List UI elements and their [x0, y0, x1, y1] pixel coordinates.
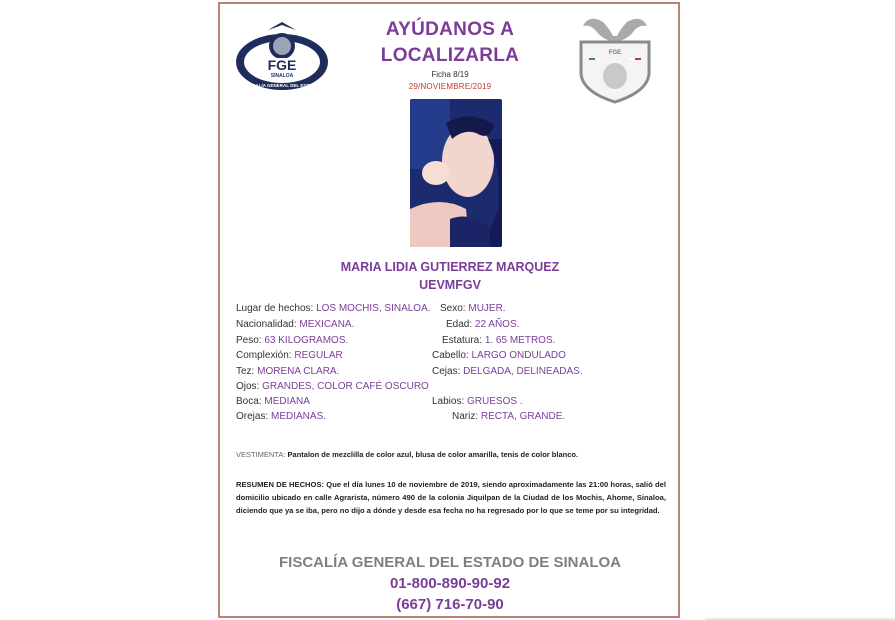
missing-person-photo: [410, 99, 502, 247]
person-name: MARIA LIDIA GUTIERREZ MARQUEZ: [340, 260, 560, 274]
svg-text:SINALOA: SINALOA: [270, 73, 294, 79]
title-line-1: AYÚDANOS A: [385, 19, 515, 40]
field-boca: Boca: MEDIANA: [236, 396, 310, 407]
fge-shield-logo: [575, 12, 655, 104]
field-cejas: Cejas: DELGADA, DELINEADAS.: [432, 366, 583, 377]
ficha-number: Ficha 8/19: [431, 70, 469, 79]
field-tez: Tez: MORENA CLARA.: [236, 366, 340, 377]
field-orejas: Orejas: MEDIANAS.: [236, 411, 327, 422]
fge-sinaloa-logo: [234, 16, 330, 92]
vestimenta: VESTIMENTA: Pantalon de mezclilla de color azul, blusa de color amarilla, tenis de color blanco.: [236, 450, 579, 459]
field-cabello: Cabello: LARGO ONDULADO: [432, 350, 566, 361]
field-nacionalidad: Nacionalidad: MEXICANA.: [236, 319, 355, 330]
phone-tollfree: 01-800-890-90-92: [389, 575, 511, 592]
field-labios: Labios: GRUESOS .: [432, 396, 523, 407]
field-lugar-hechos: Lugar de hechos: LOS MOCHIS, SINALOA.: [236, 303, 431, 314]
field-sexo: Sexo: MUJER.: [440, 303, 506, 314]
title-line-2: LOCALIZARLA: [380, 45, 520, 66]
svg-text:FGE: FGE: [267, 57, 297, 73]
organization-name: FISCALÍA GENERAL DEL ESTADO DE SINALOA: [279, 554, 621, 571]
field-complexion: Complexión: REGULAR: [236, 350, 343, 361]
field-peso: Peso: 63 KILOGRAMOS.: [236, 335, 349, 346]
missing-person-poster: [218, 2, 680, 618]
resumen-de-hechos: RESUMEN DE HECHOS: Que el día lunes 10 de noviembre de 2019, siendo aproximadamente las 21:00 horas, salió del domicilio ubicado en calle Agrarista, número 490 de la colonia Jiquilpan de la Ciudad de los Mochis, Ahome, Sinaloa, diciendo que ya se iba, pero no dijo a dónde y desde esa fecha no ha regresado por lo que se teme por su integridad.: [236, 480, 666, 515]
svg-text:FISCALÍA GENERAL DEL ESTADO: FISCALÍA GENERAL DEL ESTADO: [245, 83, 319, 88]
svg-text:FGE: FGE: [608, 50, 622, 56]
field-nariz: Nariz: RECTA, GRANDE.: [452, 411, 566, 422]
investigation-unit: UEVMFGV: [419, 278, 481, 292]
phone-local: (667) 716-70-90: [396, 596, 504, 613]
field-ojos: Ojos: GRANDES, COLOR CAFÉ OSCURO: [236, 381, 429, 392]
field-estatura: Estatura: 1. 65 METROS.: [442, 335, 556, 346]
field-edad: Edad: 22 AÑOS.: [446, 319, 520, 330]
poster-date: 29/NOVIEMBRE/2019: [408, 82, 492, 91]
